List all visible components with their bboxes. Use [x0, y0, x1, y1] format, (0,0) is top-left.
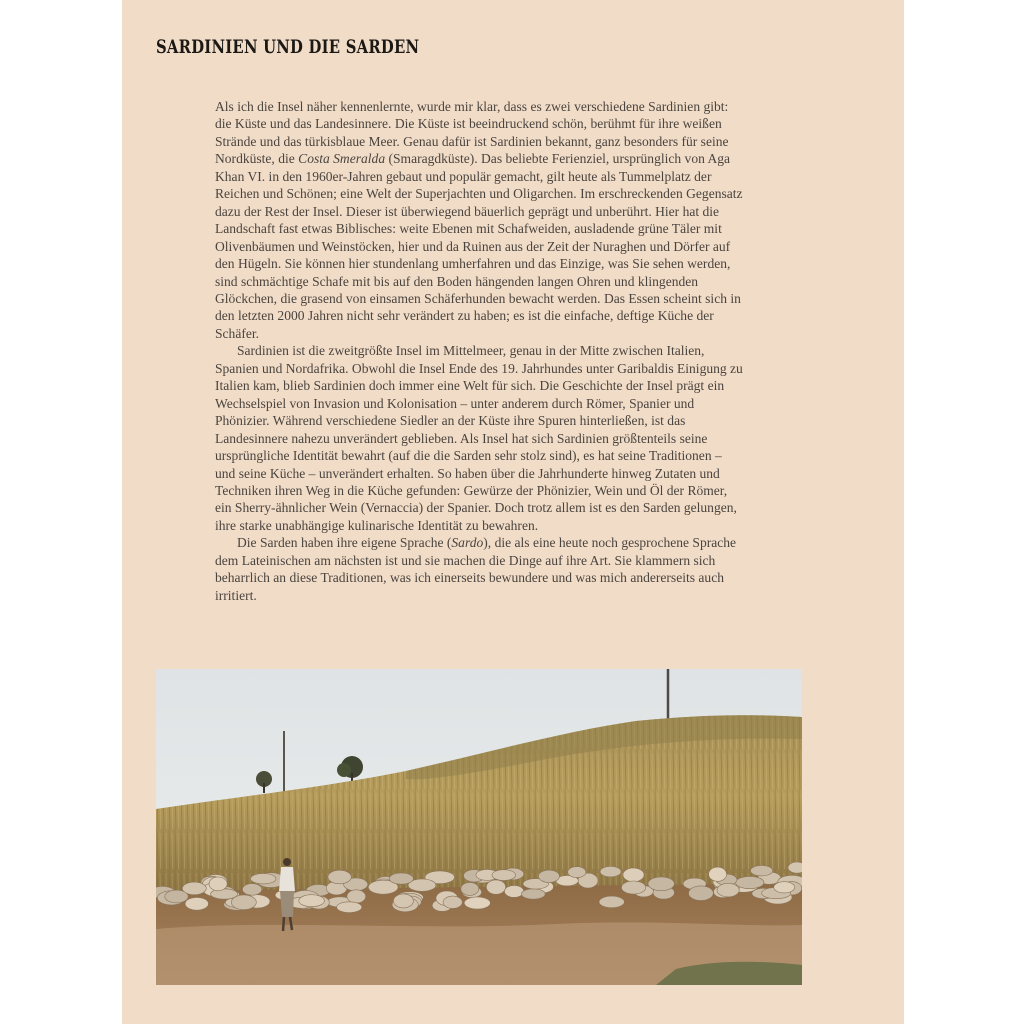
paragraph-3-emphasis: Sardo — [451, 535, 484, 551]
paragraph-3-part-b: ), die als eine heute noch gesprochene Sprache dem Lateinischen am nächsten ist und sie machen die Dinge auf ihre Art. Sie klammern sich beharrlich an diese Traditionen, was ich einerseits bewundere und was mich andererseits auch irritiert. — [215, 535, 737, 603]
sheep — [486, 880, 505, 894]
paragraph-1-emphasis: Costa Smeralda — [298, 151, 386, 167]
sheep — [251, 874, 276, 884]
sheep — [568, 867, 586, 878]
sheep — [389, 873, 413, 884]
paragraph-1-part-b: (Smaragdküste). Das beliebte Ferienziel, ursprünglich von Aga Khan VI. in den 1960er-Jahren gebaut und populär gemacht, gilt heute als Tummelplatz der Reichen und Schönen; eine Welt der Superjachten und Oligarchen. Im erschreckenden Gegensatz dazu der Rest der Insel. Dieser ist überwiegend bäuerlich geprägt und unberührt. Hier hat die Landschaft fast etwas Biblisches: weite Ebenen mit Schafweiden, ausladende grüne Täler mit Olivenbäumen und Weinstöcken, hier und da Ruinen aus der Zeit der Nuraghen und Dörfer auf den Hügeln. Sie können hier stundenlang umherfahren und das Einzige, was Sie sehen werden, sind schmächtige Schafe mit bis auf den Boden hängenden langen Ohren und klingenden Glöckchen, die grasend von einsamen Schäferhunden bewacht werden. Das Essen scheint sich in den letzten 2000 Jahren nicht sehr verändert zu haben; es ist die einfache, deftige Küche der Schäfer. — [215, 151, 743, 341]
sheep — [788, 862, 802, 873]
photo-shepherd-with-sheep — [156, 669, 802, 985]
sheep — [347, 890, 366, 903]
sheep — [464, 897, 490, 909]
sheep — [328, 870, 351, 884]
sheep — [689, 886, 714, 901]
sheep — [709, 867, 727, 881]
sheep — [717, 883, 739, 897]
sheep — [774, 882, 795, 893]
sheep — [337, 902, 362, 913]
sheep — [751, 866, 773, 876]
sheep — [621, 881, 645, 894]
sheep — [209, 877, 227, 891]
sheep — [600, 866, 621, 877]
sheep — [299, 895, 325, 907]
paragraph-3-part-a: Die Sarden haben ihre eigene Sprache ( — [237, 535, 452, 551]
paragraph-2: Sardinien ist die zweitgrößte Insel im Mittelmeer, genau in der Mitte zwischen Italien, Spanien und Nordafrika. Obwohl die Insel Ende des 19. Jahrhundes unter Garibaldis Einigung zu Italien kam, blieb Sardinien doch immer eine Welt für sich. Die Geschichte der Insel prägt ein Wechselspiel von Invasion und Kolonisation – unter anderem durch Römer, Spanier und Phönizier. Während verschiedene Siedler an der Küste ihre Spuren hinterließen, ist das Landesinnere nahezu unverändert geblieben. Als Insel hat sich Sardinien größtenteils seine ursprüngliche Identität bewahrt (auf die die Sarden sehr stolz sind), es hat seine Traditionen – und seine Küche – unverändert erhalten. So haben über die Jahrhunderte hinweg Zutaten und Techniken ihren Weg in die Küche gefunden: Gewürze der Phönizier, Wein und Öl der Römer, ein Sherry-ähnlicher Wein (Vernaccia) der Spanier. Doch trotz allem ist es den Sarden gelungen, ihre starke unabhängige kulinarische Identität zu bewahren. — [215, 343, 743, 533]
sheep — [736, 876, 764, 888]
sheep — [648, 877, 674, 891]
body-text — [215, 98, 743, 604]
sheep — [443, 896, 462, 908]
paragraph-3 — [215, 534, 743, 604]
paragraph-1-part-a: Als ich die Insel näher kennenlernte, wurde mir klar, dass es zwei verschiedene Sardinien gibt: die Küste und das Landesinnere. Die Küste ist beeindruckend schön, berühmt für ihre weißen Strände und das türkisblaue Meer. Genau dafür ist Sardinien bekannt, ganz besonders für seine Nordküste, die — [215, 99, 729, 167]
sheep — [599, 896, 624, 908]
sheep — [185, 897, 208, 910]
book-page — [122, 0, 904, 1024]
sheep — [539, 870, 560, 882]
sheep — [242, 884, 261, 896]
sheep — [393, 894, 413, 908]
sheep — [521, 889, 545, 899]
sheep — [461, 882, 479, 895]
sheep — [165, 890, 188, 903]
sheep — [492, 870, 516, 881]
sheep — [504, 885, 523, 897]
page-title: SARDINIEN UND DIE SARDEN — [156, 36, 420, 58]
sheep — [623, 868, 644, 882]
paragraph-1 — [215, 98, 743, 342]
